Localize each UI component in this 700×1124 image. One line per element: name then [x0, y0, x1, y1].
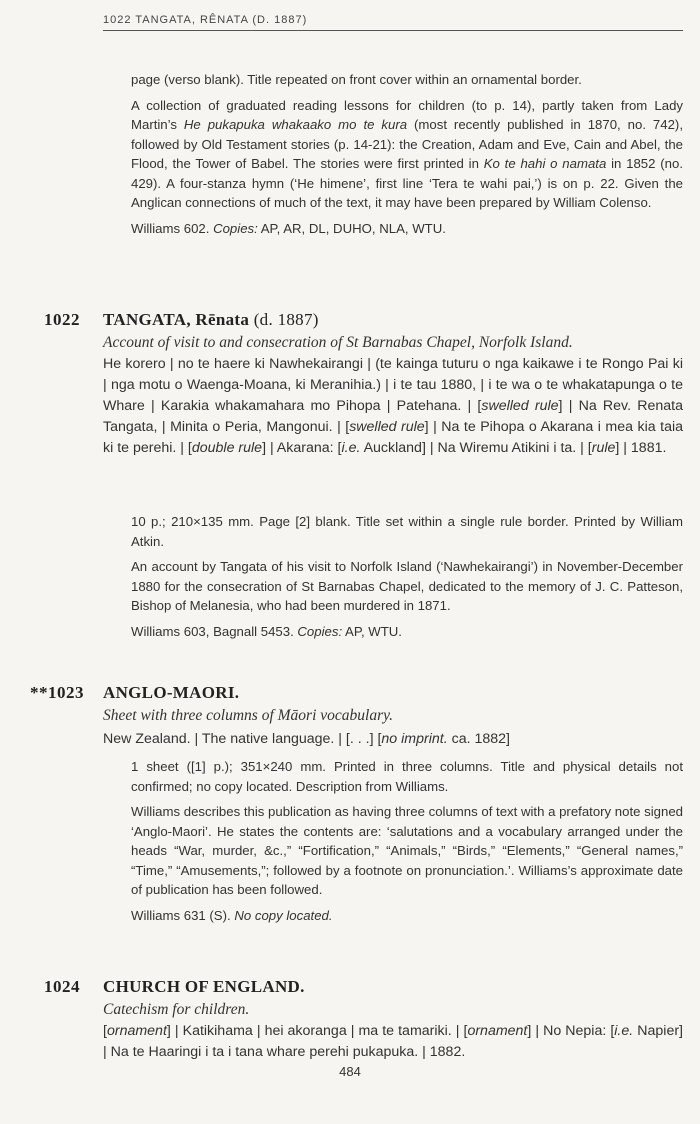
entry-number-1023: **1023	[30, 683, 84, 702]
continuation-paragraph-1: page (verso blank). Title repeated on front cover within an ornamental border.	[131, 72, 582, 87]
entry-transcription-1023: New Zealand. | The native language. | [. . .] [no imprint. ca. 1882]	[103, 731, 510, 747]
entry-number-1024: 1024	[44, 977, 80, 996]
entry-number-1022: 1022	[44, 310, 80, 329]
annotation-1023: Williams describes this publication as having three columns of text with a prefatory note signed ‘Anglo-Maori’. He states the contents are: ‘salutations and a vocabulary arranged under the heads “War, murder, &c.,” “Fortification,” “Animals,” “Birds,” “Elements,” “General names,” “Time,” “Amusements,”; followed by a footnote on pronunciation.’. Williams’s approximate date of publication has been followed.	[131, 804, 683, 897]
entry-heading-1024: CHURCH OF ENGLAND.	[103, 977, 305, 996]
entry-heading-1023: ANGLO-MAORI.	[103, 683, 240, 702]
physical-description-1022: 10 p.; 210×135 mm. Page [2] blank. Title set within a single rule border. Printed by William Atkin.	[131, 514, 683, 549]
running-head: 1022 TANGATA, RÊNATA (D. 1887)	[103, 14, 683, 31]
entry-title-1022: Account of visit to and consecration of St Barnabas Chapel, Norfolk Island.	[103, 334, 573, 351]
entry-transcription-1024: [ornament] | Katikihama | hei akoranga | ma te tamariki. | [ornament] | No Nepia: [i.e. Napier] | Na te Haaringi i ta i tana whare perehi pukapuka. | 1882.	[103, 1023, 683, 1060]
continuation-copies: Williams 602. Copies: AP, AR, DL, DUHO, NLA, WTU.	[131, 220, 446, 236]
physical-description-1023: 1 sheet ([1] p.); 351×240 mm. Printed in three columns. Title and physical details not confirmed; no copy located. Description from Williams.	[131, 759, 683, 794]
references-1022: Williams 603, Bagnall 5453. Copies: AP, WTU.	[131, 623, 402, 639]
references-1023: Williams 631 (S). No copy located.	[131, 907, 333, 923]
continuation-notes	[131, 70, 683, 238]
entry-notes-1023	[131, 757, 683, 925]
entry-notes-1022	[131, 512, 683, 641]
continuation-paragraph-2: A collection of graduated reading lessons for children (to p. 14), partly taken from Lady Martin’s He pukapuka whakaako mo te kura (most recently published in 1870, no. 742), followed by Old Testament stories (p. 14-21): the Creation, Adam and Eve, Cain and Abel, the Flood, the Tower of Babel. The stories were first printed in Ko te hahi o namata in 1852 (no. 429). A four-stanza hymn (‘He himene’, first line ‘Tera te wahi pai,’) is on p. 22. Given the Anglican connections of much of the text, it may have been prepared by William Colenso.	[131, 97, 683, 210]
entry-transcription-1022: He korero | no te haere ki Nawhekairangi | (te kainga tuturu o nga kaikawe i te Rongo Pai ki | nga motu o Waenga-Moana, ki Meranihia.) | i te tau 1880, | i te wa o te whakatapunga o te Whare | Karakia whakamahara mo Pihopa | Patehana. | [swelled rule] | Na Rev. Renata Tangata, | Minita o Peria, Mangonui. | [swelled rule] | Na te Pihopa o Akarana i mea kia taia ki te perehi. | [double rule] | Akarana: [i.e. Auckland] | Na Wiremu Atikini i ta. | [rule] | 1881.	[103, 356, 684, 456]
annotation-1022: An account by Tangata of his visit to Norfolk Island (‘Nawhekairangi’) in November-December 1880 for the consecration of St Barnabas Chapel, dedicated to the memory of J. C. Patteson, Bishop of Melanesia, who had been murdered in 1871.	[131, 559, 683, 613]
entry-title-1023: Sheet with three columns of Māori vocabulary.	[103, 707, 394, 724]
page-number: 484	[339, 1064, 361, 1079]
entry-heading-1022: TANGATA, Rēnata (d. 1887)	[103, 310, 319, 329]
entry-title-1024: Catechism for children.	[103, 1001, 250, 1018]
